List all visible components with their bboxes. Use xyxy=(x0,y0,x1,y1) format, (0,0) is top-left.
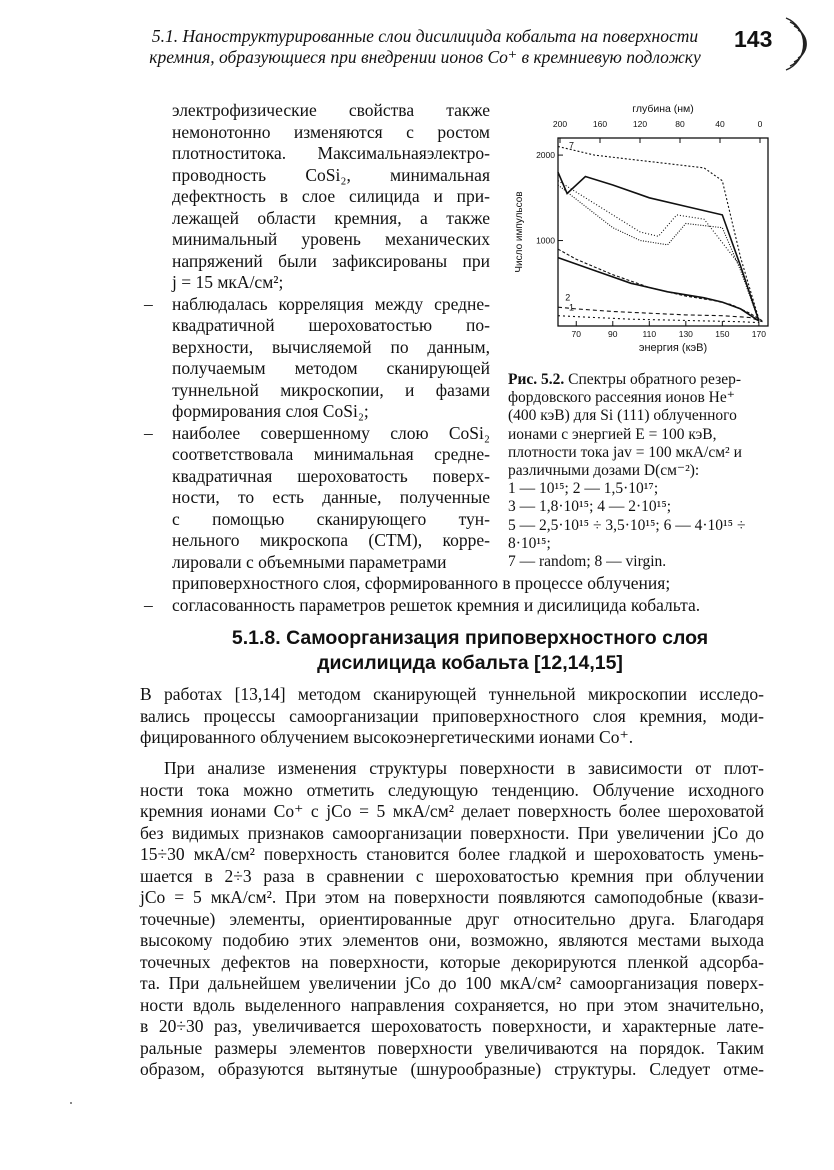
top-axis-label: глубина (нм) xyxy=(632,103,694,115)
column-line: наблюдалась корреляция между средне- xyxy=(172,293,490,314)
bullet-dash: – xyxy=(144,293,153,314)
bullet-4-text: согласованность параметров решеток кремния и дисилицида кобальта. xyxy=(172,595,701,615)
caption-line: плотности тока jav = 100 мкА/см² и xyxy=(508,443,742,461)
paragraph-line: в 20÷30 раз, увеличивается шероховатость поверхности, и характерные лате- xyxy=(140,1016,764,1036)
column-line: ности, то есть данные, полученные xyxy=(172,487,490,507)
running-header xyxy=(140,26,710,68)
section-heading-line-2: дисилицида кобальта [12,14,15] xyxy=(317,652,623,674)
x-tick-label: 70 xyxy=(571,329,581,339)
x-tick-label: 150 xyxy=(715,329,730,339)
bullet-dash: – xyxy=(144,422,153,443)
paragraph-line: без видимых признаков самоорганизации поверхности. При увеличении jCo до xyxy=(140,822,764,843)
wide-line: приповерхностного слоя, сформированного в процессе облучения; xyxy=(172,573,671,593)
header-line-1: 5.1. Наноструктурированные слои дисилицида кобальта на поверхности xyxy=(151,26,699,46)
y-axis-label: Число импульсов xyxy=(514,191,525,273)
column-line: туннельной микроскопии, и фазами xyxy=(172,379,490,400)
curve-label-2: 2 xyxy=(565,292,571,303)
caption-label: Рис. 5.2. xyxy=(508,371,565,388)
series-line-2 xyxy=(558,307,763,322)
header-line-2: кремния, образующиеся при внедрении ионов Co⁺ в кремниевую подложку xyxy=(149,47,701,67)
paragraph-line: фицированного облучением высокоэнергетическими ионами Co⁺. xyxy=(140,727,634,747)
top-tick-label: 80 xyxy=(675,119,685,129)
paragraph-line: та. При дальнейшем увеличении jCo до 100 мкА/см² самоорганизация поверх- xyxy=(140,973,764,993)
paragraph-line: 15÷30 мкА/см² поверхность становится более гладкой и шероховатость умень- xyxy=(140,844,764,864)
column-line: минимальный уровень механических xyxy=(172,229,490,249)
curve-label-7: 7 xyxy=(568,140,574,151)
plot-frame xyxy=(558,138,768,326)
series-line-6 xyxy=(558,172,759,321)
scan-speck xyxy=(70,1102,72,1104)
figure-caption xyxy=(508,371,770,571)
caption-line: 1 — 10¹⁵; 2 — 1,5·10¹⁷; xyxy=(508,480,659,498)
column-line: проводность CoSi₂, минимальная xyxy=(172,164,490,185)
caption-line: 5 — 2,5·10¹⁵ ÷ 3,5·10¹⁵; 6 — 4·10¹⁵ ÷ 8·10¹⁵; xyxy=(508,516,746,552)
paragraph-2 xyxy=(140,758,764,1081)
series-line-5 xyxy=(558,181,759,321)
paragraph-line: высокому подобию этих элементов они, возможно, являются местами выхода xyxy=(140,930,764,950)
paragraph-line: образом, образуются вытянутые (шнурообразные) структуры. Следует отме- xyxy=(140,1059,764,1079)
column-line: немонотонно изменяются с ростом xyxy=(172,121,490,142)
caption-line: 3 — 1,8·10¹⁵; 4 — 2·10¹⁵; xyxy=(508,498,672,516)
series-line-8 xyxy=(558,258,759,321)
paragraph-line: ности вдоль выделенного направления сохраняется, но при этом значительно, xyxy=(140,994,764,1015)
column-line: j = 15 мкА/см²; xyxy=(172,272,284,292)
series-line-4 xyxy=(558,185,759,321)
bullet-item-4 xyxy=(144,595,772,617)
curve-label-1: 1 xyxy=(568,302,574,313)
paragraph-line: точечные) элементы, ориентированные друг относительно друга. Благодаря xyxy=(140,908,764,929)
paragraph-line: кремния ионами Co⁺ с jCo = 5 мкА/см² делает поверхность более шероховатой xyxy=(140,801,764,821)
paragraph-line: вались процессы самоорганизации приповерхностного слоя кремния, моди- xyxy=(140,705,764,726)
series-line-1 xyxy=(558,316,759,323)
column-line: квадратичной шероховатостью по- xyxy=(172,315,490,335)
column-line: напряжений были зафиксированы при xyxy=(172,250,490,271)
y-tick-label: 2000 xyxy=(536,150,555,161)
column-line: наиболее совершенному слою CoSi₂ xyxy=(172,422,490,443)
paragraph-line: При анализе изменения структуры поверхности в зависимости от плот- xyxy=(164,758,764,778)
top-tick-label: 160 xyxy=(592,119,608,129)
y-tick-label: 1000 xyxy=(536,235,555,246)
caption-line: различными дозами D(см⁻²): xyxy=(508,462,700,480)
paragraph-line: ности тока можно отметить следующую тенденцию. Облучение исходного xyxy=(140,779,764,800)
caption-line: 7 — random; 8 — virgin. xyxy=(508,553,667,571)
caption-line: (400 кэВ) для Si (111) облученного xyxy=(508,407,737,425)
column-line: электрофизические свойства также xyxy=(172,100,490,120)
rbs-spectra-chart xyxy=(508,100,773,362)
x-tick-label: 110 xyxy=(642,329,657,339)
top-tick-label: 120 xyxy=(632,119,648,129)
top-tick-label: 40 xyxy=(715,119,725,129)
top-tick-label: 0 xyxy=(757,119,763,129)
paragraph-line: шается в 2÷3 раза в сравнении с шероховатостью кремния при облучении xyxy=(140,865,764,886)
x-axis-label: энергия (кэВ) xyxy=(638,342,708,354)
column-line: нельного микроскопа (СТМ), корре- xyxy=(172,530,490,550)
column-line: получаемым методом сканирующей xyxy=(172,358,490,378)
paragraph-line: jCo = 5 мкА/см². При этом на поверхности появляются самоподобные (квази- xyxy=(140,887,764,907)
page-number: 143 xyxy=(734,26,773,52)
column-line: квадратичная шероховатость поверх- xyxy=(172,465,490,486)
column-line: формирования слоя CoSi₂; xyxy=(172,401,369,421)
bullet-dash: – xyxy=(144,595,153,615)
caption-line-0: Спектры обратного резер- xyxy=(568,371,742,388)
column-line: плотноститока. Максимальнаяэлектро- xyxy=(172,143,490,163)
column-text xyxy=(144,100,490,573)
column-line: верхности, вычисляемой по данным, xyxy=(172,336,490,357)
paragraph-line: точечных дефектов на поверхности, которые декорируются пленкой адсорба- xyxy=(140,951,764,972)
column-line: соответствовала минимальная средне- xyxy=(172,444,490,464)
caption-line: фордовского рассеяния ионов He⁺ xyxy=(508,389,735,407)
paragraph-1 xyxy=(140,684,764,749)
paragraph-line: В работах [13,14] методом сканирующей туннельной микроскопии исследо- xyxy=(140,684,764,704)
paragraph-line: ральные размеры элементов поверхности увеличиваются на порядок. Таким xyxy=(140,1037,764,1058)
column-line: лежащей области кремния, а также xyxy=(172,207,490,228)
column-line: дефектность в слое силицида и при- xyxy=(172,186,490,206)
top-tick-label: 200 xyxy=(552,119,568,129)
x-tick-label: 130 xyxy=(678,329,693,339)
bullet-item-2 xyxy=(144,293,490,316)
column-line: лировали с объемными параметрами xyxy=(172,551,447,572)
section-heading xyxy=(190,626,750,676)
column-line: с помощью сканирующего тун- xyxy=(172,508,490,529)
section-heading-line-1: 5.1.8. Самоорганизация приповерхностного слоя xyxy=(231,627,709,649)
bullet-item-3 xyxy=(144,422,490,445)
x-tick-label: 170 xyxy=(751,329,766,339)
x-tick-label: 90 xyxy=(608,329,618,339)
caption-line: ионами с энергией E = 100 кэВ, xyxy=(508,425,717,443)
